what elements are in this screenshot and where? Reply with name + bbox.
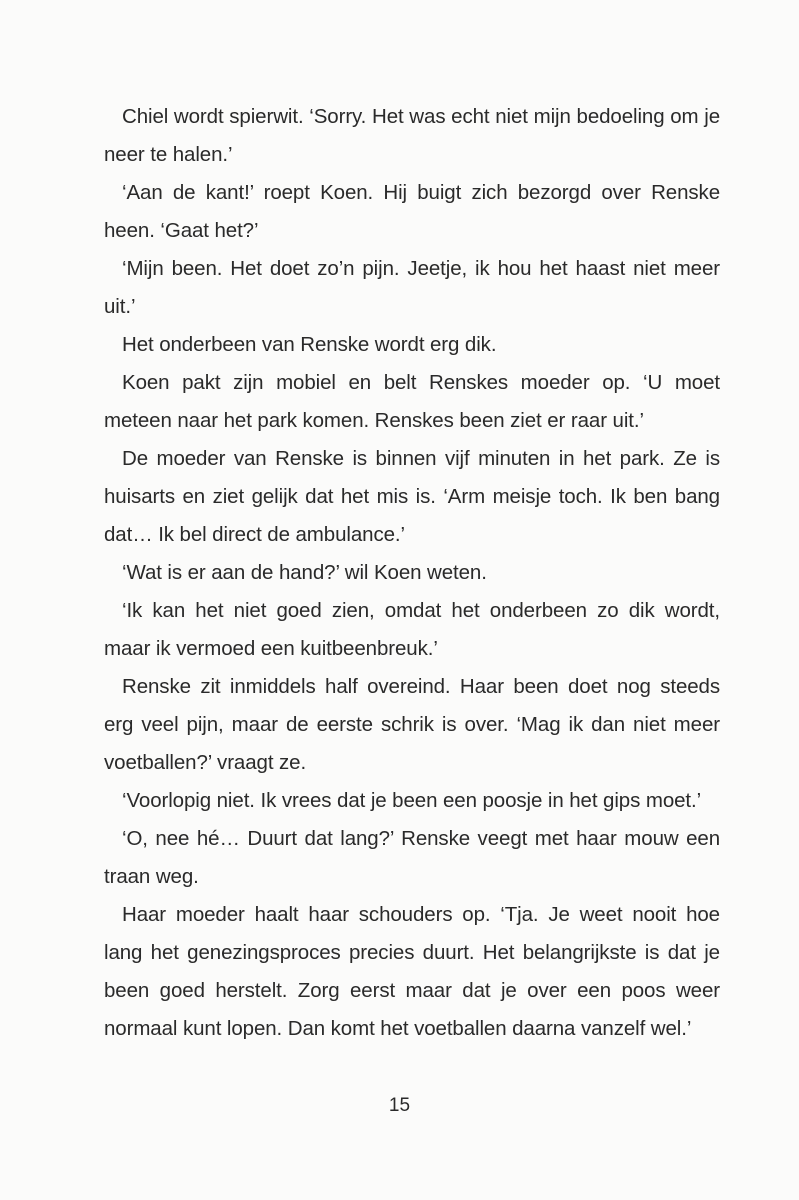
paragraph: ‘Ik kan het niet goed zien, omdat het onderbeen zo dik wordt, maar ik vermoed een kuitbeenbreuk.’ xyxy=(104,599,720,660)
paragraph: Het onderbeen van Renske wordt erg dik. xyxy=(122,333,497,356)
paragraph: ‘Mijn been. Het doet zo’n pijn. Jeetje, ik hou het haast niet meer uit.’ xyxy=(104,257,720,318)
book-page-body xyxy=(104,98,720,1048)
paragraph: ‘Wat is er aan de hand?’ wil Koen weten. xyxy=(122,561,487,584)
paragraph: Renske zit inmiddels half overeind. Haar been doet nog steeds erg veel pijn, maar de eerste schrik is over. ‘Mag ik dan niet meer voetballen?’ vraagt ze. xyxy=(104,675,720,774)
paragraph: Haar moeder haalt haar schouders op. ‘Tja. Je weet nooit hoe lang het genezingsproces precies duurt. Het belangrijkste is dat je been goed herstelt. Zorg eerst maar dat je over een poos weer normaal kunt lopen. Dan komt het voetballen daarna vanzelf wel.’ xyxy=(104,903,720,1040)
paragraph: Koen pakt zijn mobiel en belt Renskes moeder op. ‘U moet meteen naar het park komen. Renskes been ziet er raar uit.’ xyxy=(104,371,720,432)
paragraph: ‘Voorlopig niet. Ik vrees dat je been een poosje in het gips moet.’ xyxy=(122,789,702,812)
paragraph: Chiel wordt spierwit. ‘Sorry. Het was echt niet mijn bedoeling om je neer te halen.’ xyxy=(104,105,720,166)
paragraph: ‘Aan de kant!’ roept Koen. Hij buigt zich bezorgd over Renske heen. ‘Gaat het?’ xyxy=(104,181,720,242)
page-number: 15 xyxy=(388,1095,411,1116)
paragraph: De moeder van Renske is binnen vijf minuten in het park. Ze is huisarts en ziet gelijk dat het mis is. ‘Arm meisje toch. Ik ben bang dat… Ik bel direct de ambulance.’ xyxy=(104,447,720,546)
paragraph: ‘O, nee hé… Duurt dat lang?’ Renske veegt met haar mouw een traan weg. xyxy=(104,827,720,888)
